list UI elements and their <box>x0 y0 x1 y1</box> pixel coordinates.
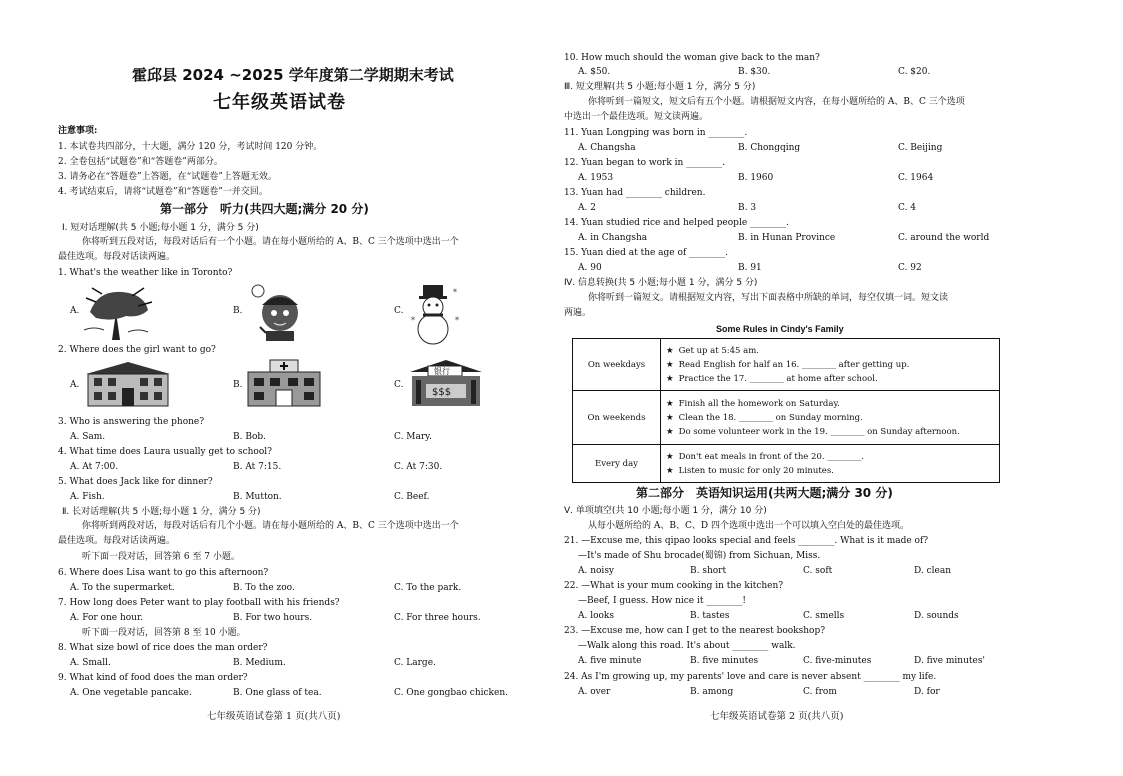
hot-boy-image <box>244 283 306 343</box>
q7-option-b: B. For two hours. <box>233 613 313 623</box>
q9-option-a: A. One vegetable pancake. <box>70 688 192 698</box>
rule-item: Clean the 18. ________ on Sunday morning. <box>678 412 863 423</box>
svg-text:*: * <box>455 316 459 325</box>
q10-option-a: A. $50. <box>578 67 611 77</box>
rule-item: Practice the 17. ________ at home after school. <box>678 373 878 384</box>
section2-instruction: 你将听到两段对话，每段对话后有几个小题。请在每小题所给的 A、B、C 三个选项中选出一个 <box>82 521 459 531</box>
bank-image <box>406 358 486 408</box>
q5-option-b: B. Mutton. <box>233 492 282 502</box>
row-items <box>661 445 1000 483</box>
q13-option-b: B. 3 <box>738 203 757 213</box>
question-10: 10. How much should the woman give back to the man? <box>564 53 820 63</box>
q2-option-a-label: A. <box>70 380 80 390</box>
star-icon: ★ <box>666 345 674 356</box>
q1-option-c-label: C. <box>394 306 404 316</box>
section3-instruction: 你将听到一篇短文，短文后有五个小题。请根据短文内容，在每小题所给的 A、B、C 三个选项 <box>588 97 965 107</box>
table-row <box>573 391 1000 445</box>
q6-option-b: B. To the zoo. <box>233 583 295 593</box>
svg-text:*: * <box>453 288 457 297</box>
q24-option-d: D. for <box>914 687 940 697</box>
q23-option-b: B. five minutes <box>690 656 759 666</box>
section5-title: Ⅴ. 单项填空(共 10 小题;每小题 1 分，满分 10 分) <box>564 506 767 516</box>
paper-title: 七年级英语试卷 <box>213 92 346 113</box>
section3-instruction-2: 中选出一个最佳选项。短文读两遍。 <box>564 112 709 122</box>
q21-option-d: D. clean <box>914 566 952 576</box>
q8-option-a: A. Small. <box>70 658 111 668</box>
q12-option-c: C. 1964 <box>898 173 934 183</box>
windy-tree-image <box>82 282 154 342</box>
bank-sign-text: 银行 <box>434 367 450 376</box>
exam-title: 霍邱县 2024 ~2025 学年度第二学期期末考试 <box>132 66 454 84</box>
q2-option-b-label: B. <box>233 380 243 390</box>
rule-item: Read English for half an 16. ________ after getting up. <box>678 359 910 370</box>
row-key: Every day <box>573 445 661 483</box>
q8-option-c: C. Large. <box>394 658 436 668</box>
q23-option-a: A. five minute <box>578 656 642 666</box>
q14-option-a: A. in Changsha <box>578 233 648 243</box>
question-5: 5. What does Jack like for dinner? <box>58 477 213 487</box>
q23-option-d: D. five minutes' <box>914 656 985 666</box>
q24-option-c: C. from <box>803 687 837 697</box>
q1-option-b-label: B. <box>233 306 243 316</box>
q21-option-b: B. short <box>690 566 727 576</box>
question-12: 12. Yuan began to work in ________. <box>564 158 726 168</box>
question-8: 8. What size bowl of rice does the man order? <box>58 643 268 653</box>
q24-option-b: B. among <box>690 687 734 697</box>
page-footer-1: 七年级英语试卷第 1 页(共八页) <box>207 711 341 722</box>
rule-item: Get up at 5:45 am. <box>678 345 759 356</box>
section1-instruction: 你将听到五段对话，每段对话后有一个小题。请在每小题所给的 A、B、C 三个选项中选出一个 <box>82 237 459 247</box>
section2-instruction-2: 最佳选项。每段对话读两遍。 <box>58 536 176 546</box>
row-key: On weekdays <box>573 339 661 391</box>
q23-option-c: C. five-minutes <box>803 656 872 666</box>
star-icon: ★ <box>666 465 674 476</box>
section4-instruction: 你将听到一篇短文。请根据短文内容，写出下面表格中所缺的单词，每空仅填一词。短文读 <box>588 293 949 303</box>
star-icon: ★ <box>666 398 674 409</box>
question-15: 15. Yuan died at the age of ________. <box>564 248 728 258</box>
notes-heading: 注意事项: <box>58 126 98 136</box>
q1-option-a-label: A. <box>70 306 80 316</box>
question-21: 21. —Excuse me, this qipao looks special and feels ________. What is it made of? <box>564 536 929 546</box>
q11-option-a: A. Changsha <box>578 143 636 153</box>
question-11: 11. Yuan Longping was born in ________. <box>564 128 748 138</box>
question-22: 22. —What is your mum cooking in the kitchen? <box>564 581 784 591</box>
question-22-reply: —Beef, I guess. How nice it ________! <box>578 596 746 606</box>
section4-title: Ⅳ. 信息转换(共 5 小题;每小题 1 分，满分 5 分) <box>564 278 758 288</box>
q21-option-c: C. soft <box>803 566 833 576</box>
question-2: 2. Where does the girl want to go? <box>58 345 216 355</box>
rule-item: Finish all the homework on Saturday. <box>678 398 840 409</box>
q2-option-c-label: C. <box>394 380 404 390</box>
q22-option-c: C. smells <box>803 611 845 621</box>
q22-option-d: D. sounds <box>914 611 959 621</box>
q10-option-c: C. $20. <box>898 67 931 77</box>
star-icon: ★ <box>666 373 674 384</box>
part1-heading: 第一部分 听力(共四大题;满分 20 分) <box>160 202 369 216</box>
rule-item: Don't eat meals in front of the 20. ________. <box>678 451 864 462</box>
note-2: 2. 全卷包括“试题卷”和“答题卷”两部分。 <box>58 157 223 167</box>
note-3: 3. 请务必在“答题卷”上答题，在“试题卷”上答题无效。 <box>58 172 277 182</box>
star-icon: ★ <box>666 359 674 370</box>
q15-option-c: C. 92 <box>898 263 922 273</box>
rule-item: Listen to music for only 20 minutes. <box>678 465 834 476</box>
question-23: 23. —Excuse me, how can I get to the nearest bookshop? <box>564 626 826 636</box>
section3-title: Ⅲ. 短文理解(共 5 小题;每小题 1 分，满分 5 分) <box>564 82 756 92</box>
table-title: Some Rules in Cindy's Family <box>716 324 844 334</box>
question-4: 4. What time does Laura usually get to school? <box>58 447 272 457</box>
question-24: 24. As I'm growing up, my parents' love and care is never absent ________ my life. <box>564 672 937 682</box>
question-9: 9. What kind of food does the man order? <box>58 673 248 683</box>
q3-option-a: A. Sam. <box>70 432 106 442</box>
table-row <box>573 445 1000 483</box>
q11-option-c: C. Beijing <box>898 143 943 153</box>
row-key: On weekends <box>573 391 661 445</box>
question-21-reply: —It's made of Shu brocade(蜀锦) from Sichuan, Miss. <box>578 551 821 561</box>
question-3: 3. Who is answering the phone? <box>58 417 205 427</box>
q7-option-c: C. For three hours. <box>394 613 481 623</box>
q4-option-c: C. At 7:30. <box>394 462 443 472</box>
section2-note-1: 听下面一段对话，回答第 6 至 7 小题。 <box>82 552 240 562</box>
snowman-image <box>405 283 467 345</box>
q4-option-b: B. At 7:15. <box>233 462 282 472</box>
star-icon: ★ <box>666 426 674 437</box>
page-footer-2: 七年级英语试卷第 2 页(共八页) <box>710 711 844 722</box>
q4-option-a: A. At 7:00. <box>70 462 119 472</box>
section2-note-2: 听下面一段对话，回答第 8 至 10 小题。 <box>82 628 246 638</box>
q9-option-b: B. One glass of tea. <box>233 688 322 698</box>
q3-option-b: B. Bob. <box>233 432 266 442</box>
part2-heading: 第二部分 英语知识运用(共两大题;满分 30 分) <box>636 486 893 500</box>
section1-instruction-2: 最佳选项。每段对话读两遍。 <box>58 252 176 262</box>
hospital-image <box>244 358 324 408</box>
section1-title: Ⅰ. 短对话理解(共 5 小题;每小题 1 分，满分 5 分) <box>62 223 259 233</box>
q15-option-a: A. 90 <box>578 263 602 273</box>
q14-option-b: B. in Hunan Province <box>738 233 836 243</box>
table-row <box>573 339 1000 391</box>
rule-item: Do some volunteer work in the 19. ________ on Sunday afternoon. <box>678 426 960 437</box>
question-14: 14. Yuan studied rice and helped people ________. <box>564 218 789 228</box>
note-1: 1. 本试卷共四部分，十大题，满分 120 分，考试时间 120 分钟。 <box>58 142 323 152</box>
question-13: 13. Yuan had ________ children. <box>564 188 706 198</box>
star-icon: ★ <box>666 412 674 423</box>
row-items <box>661 391 1000 445</box>
note-4: 4. 考试结束后，请将“试题卷”和“答题卷”一并交回。 <box>58 187 268 197</box>
question-6: 6. Where does Lisa want to go this afternoon? <box>58 568 269 578</box>
q13-option-c: C. 4 <box>898 203 917 213</box>
q9-option-c: C. One gongbao chicken. <box>394 688 508 698</box>
q7-option-a: A. For one hour. <box>70 613 144 623</box>
q15-option-b: B. 91 <box>738 263 762 273</box>
q3-option-c: C. Mary. <box>394 432 432 442</box>
q22-option-a: A. looks <box>578 611 615 621</box>
q5-option-a: A. Fish. <box>70 492 105 502</box>
q14-option-c: C. around the world <box>898 233 990 243</box>
q12-option-b: B. 1960 <box>738 173 774 183</box>
q24-option-a: A. over <box>578 687 611 697</box>
section2-title: Ⅱ. 长对话理解(共 5 小题;每小题 1 分，满分 5 分) <box>62 507 261 517</box>
q5-option-c: C. Beef. <box>394 492 430 502</box>
question-23-reply: —Walk along this road. It's about ________ walk. <box>578 641 796 651</box>
row-items <box>661 339 1000 391</box>
q6-option-a: A. To the supermarket. <box>70 583 175 593</box>
section4-instruction-2: 两遍。 <box>564 308 592 318</box>
q10-option-b: B. $30. <box>738 67 771 77</box>
q22-option-b: B. tastes <box>690 611 730 621</box>
q13-option-a: A. 2 <box>578 203 596 213</box>
bank-money-text: $$$ <box>432 387 452 398</box>
question-1: 1. What's the weather like in Toronto? <box>58 268 233 278</box>
question-7: 7. How long does Peter want to play football with his friends? <box>58 598 340 608</box>
q11-option-b: B. Chongqing <box>738 143 801 153</box>
q8-option-b: B. Medium. <box>233 658 286 668</box>
q6-option-c: C. To the park. <box>394 583 462 593</box>
q12-option-a: A. 1953 <box>578 173 614 183</box>
q21-option-a: A. noisy <box>578 566 615 576</box>
svg-text:*: * <box>411 316 415 325</box>
section5-instruction: 从每小题所给的 A、B、C、D 四个选项中选出一个可以填入空白处的最佳选项。 <box>588 521 909 531</box>
school-building-image <box>82 360 174 408</box>
rules-table <box>572 338 1000 483</box>
star-icon: ★ <box>666 451 674 462</box>
